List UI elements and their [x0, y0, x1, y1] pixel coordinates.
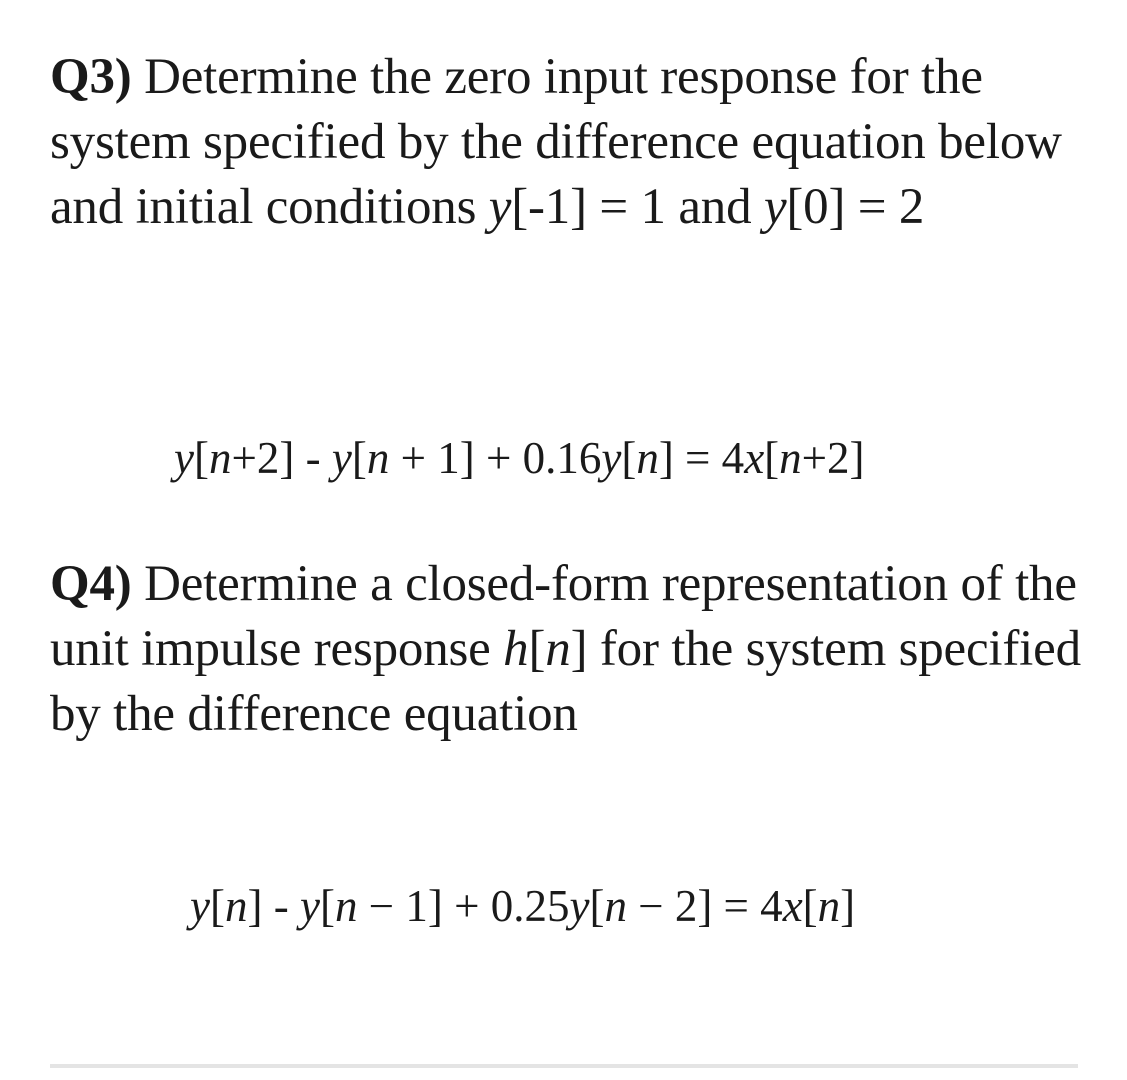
math-text: ]	[840, 881, 856, 931]
math-variable: y	[763, 179, 787, 235]
math-text: [	[621, 433, 637, 483]
math-text: + 1] + 0.16	[389, 433, 602, 483]
math-variable: x	[782, 881, 803, 931]
math-text: [	[193, 433, 209, 483]
question-3-text: [-1] = 1 and	[511, 179, 764, 235]
question-4-text: Determine a closed-form representation of the unit impulse response	[50, 556, 1077, 677]
question-3-label: Q3)	[50, 49, 132, 105]
math-variable: y	[299, 881, 320, 931]
question-4-label: Q4)	[50, 556, 132, 612]
math-variable: y	[174, 433, 194, 483]
math-variable: n	[779, 433, 802, 483]
question-4-text: [	[528, 621, 546, 677]
difference-equation-q3	[174, 430, 865, 486]
math-variable: y	[488, 179, 512, 235]
math-text: [	[589, 881, 605, 931]
difference-equation-q4	[190, 878, 855, 934]
math-text: ] = 4	[658, 433, 745, 483]
math-text: +2]	[801, 433, 865, 483]
math-text: [	[764, 433, 780, 483]
math-variable: y	[331, 433, 352, 483]
math-variable: n	[224, 881, 248, 931]
math-variable: y	[190, 881, 210, 931]
question-3-text: Determine the zero input response for the system specified by the difference equation below and initial conditions	[50, 49, 1062, 235]
math-text: [	[802, 881, 818, 931]
math-text: − 2] = 4	[626, 881, 783, 931]
math-variable: n	[817, 881, 841, 931]
math-text: − 1] + 0.25	[357, 881, 570, 931]
math-variable: h	[503, 621, 529, 677]
question-3	[50, 45, 1090, 240]
math-text: +2] -	[231, 433, 332, 483]
math-text: [	[351, 433, 367, 483]
math-text: [	[319, 881, 335, 931]
math-variable: n	[366, 433, 390, 483]
math-variable: x	[744, 433, 765, 483]
divider	[50, 1064, 1078, 1068]
math-text: [	[209, 881, 225, 931]
math-variable: n	[636, 433, 659, 483]
math-variable: n	[604, 881, 627, 931]
math-variable: y	[569, 881, 590, 931]
question-4-text: ] for the system specified by the difference equation	[50, 621, 1081, 742]
math-text: ] -	[247, 881, 300, 931]
math-variable: n	[545, 621, 571, 677]
question-4	[50, 552, 1090, 747]
question-3-text: [0] = 2	[786, 179, 925, 235]
math-variable: n	[208, 433, 232, 483]
math-variable: n	[334, 881, 358, 931]
math-variable: y	[601, 433, 622, 483]
